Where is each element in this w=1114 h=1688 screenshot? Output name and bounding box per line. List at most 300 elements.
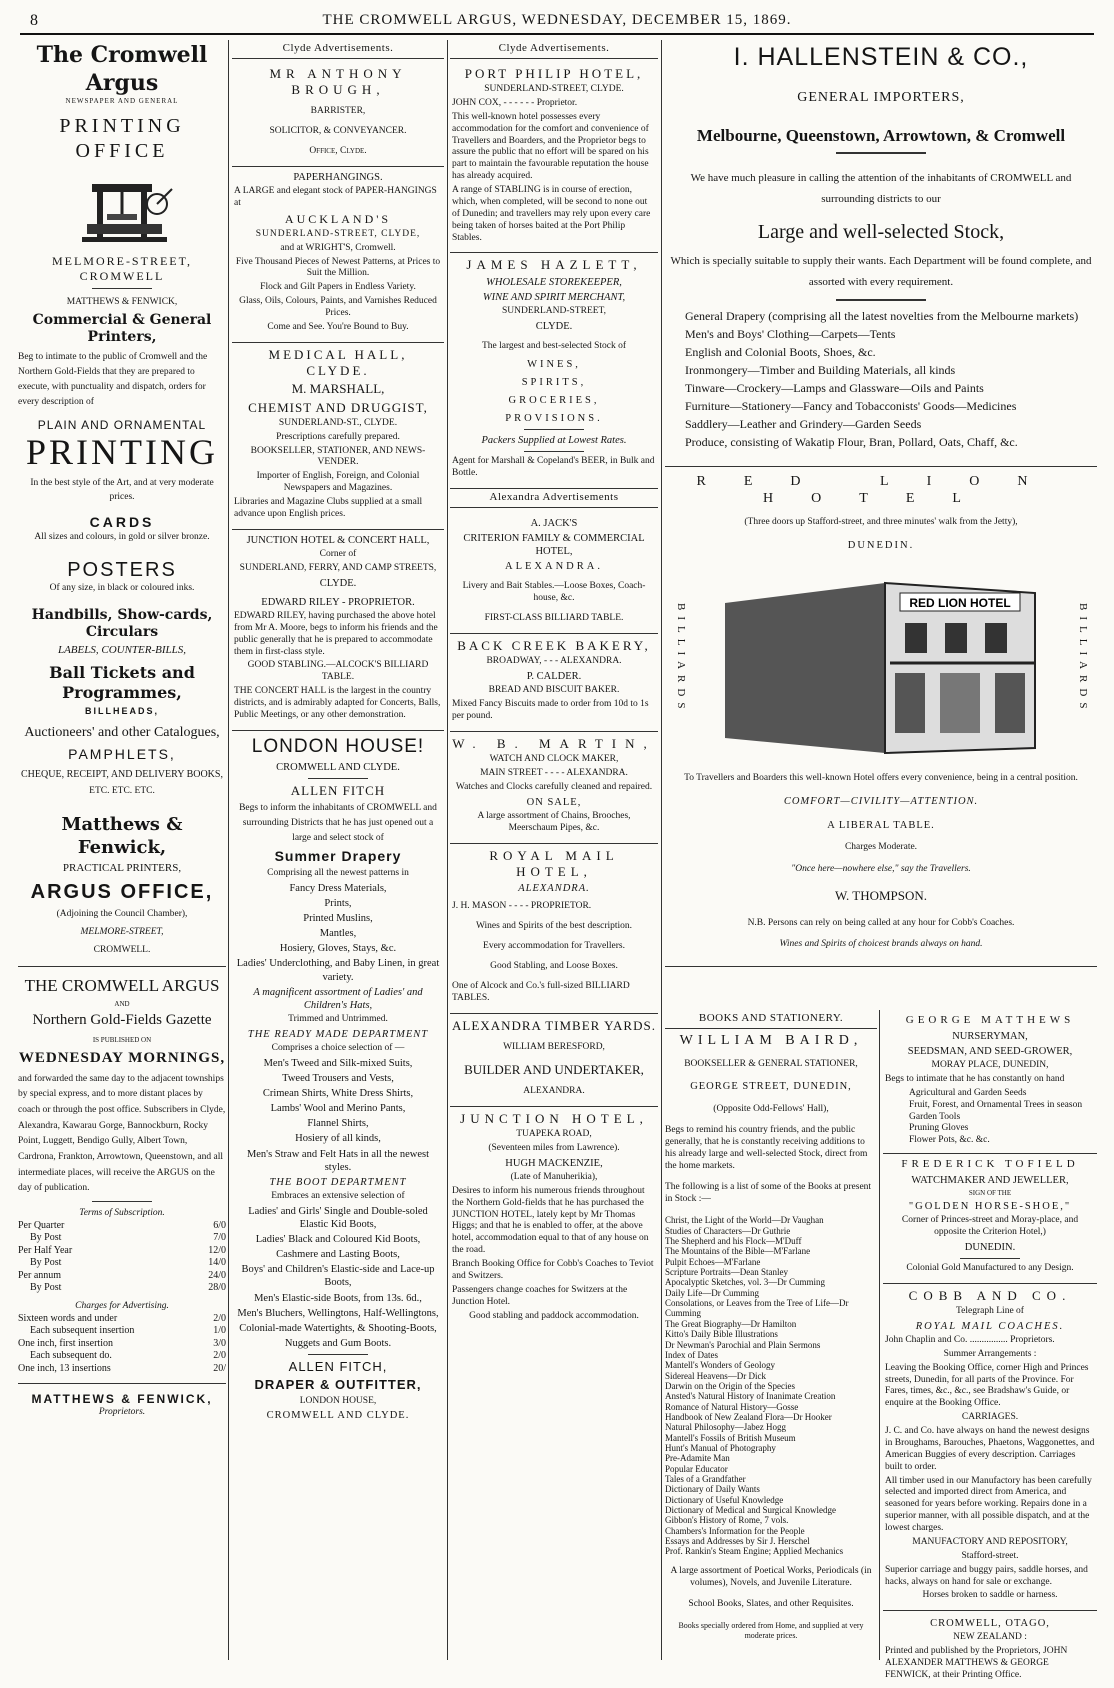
ad-heading: GEORGE MATTHEWS [905, 1014, 1075, 1026]
list-item: Flower Pots, &c. &c. [909, 1135, 990, 1146]
ad-line: Charges Moderate. [844, 842, 918, 853]
ad-line: Telegraph Line of [956, 1305, 1024, 1316]
list-item: Fruit, Forest, and Ornamental Trees in season [909, 1099, 1083, 1110]
ad-line: M. MARSHALL, [291, 381, 385, 397]
table-row: Per Half Year 12/0 [18, 1244, 226, 1256]
ad-line: Leaving the Booking Office, corner High and Princes streets, Dunedin, for all parts of the Province. For Fares, times, &c., &c., see Bradshaw's Guide, or enquire at the Booking Office. [885, 1362, 1089, 1409]
ad-subheading: THE BOOT DEPARTMENT [269, 1176, 407, 1188]
ad-line: Melbourne, Queenstown, Arrowtown, & Cromwell [696, 125, 1066, 145]
section-header: BOOKS AND STATIONERY. [665, 1010, 877, 1029]
ad-line: CLYDE. [535, 320, 573, 332]
practical-printers: PRACTICAL PRINTERS, [62, 862, 182, 875]
table-row: Each subsequent insertion 1/0 [30, 1325, 226, 1337]
paper-tag: NEWSPAPER AND GENERAL [65, 97, 179, 105]
ad-line: WILLIAM BERESFORD, [503, 1041, 605, 1052]
ad-line: Books specially ordered from Home, and supplied at very moderate prices. [678, 1620, 864, 1640]
lower-ads [665, 1010, 1097, 1680]
ad-line: Branch Booking Office for Cobb's Coaches to Teviot and Switzers. [452, 1259, 654, 1281]
list-item: Men's Elastic-side Boots, from 13s. 6d., [254, 1292, 422, 1304]
ad-line: SUNDERLAND-STREET, [501, 305, 607, 316]
ad-line: CROMWELL AND CLYDE. [276, 761, 400, 773]
table-row: Sixteen words and under 2/0 [18, 1312, 226, 1324]
posters-heading: POSTERS [67, 558, 177, 581]
list-item: GROCERIES, [508, 395, 600, 406]
list-item: The Great Biography—Dr Hamilton [665, 1318, 797, 1329]
list-item: Lambs' Wool and Merino Pants, [270, 1103, 406, 1115]
ad-line: (Three doors up Stafford-street, and three minutes' walk from the Jetty), [744, 517, 1018, 528]
list-item: Mantell's Wonders of Geology [665, 1360, 775, 1371]
ad-line: To Travellers and Boarders this well-known Hotel offers every convenience, being in a central position. [684, 772, 1078, 783]
section-header: Clyde Advertisements. [232, 40, 444, 59]
list-item: Chambers's Information for the People [665, 1525, 805, 1536]
ad-line: Trimmed and Untrimmed. [288, 1013, 388, 1024]
masthead-rule [20, 33, 1094, 35]
ad-line: Watches and Clocks carefully cleaned and repaired. [455, 781, 653, 792]
ad-line: LONDON HOUSE, [299, 1395, 377, 1406]
billiards-label: BILLIARDS [1077, 603, 1089, 715]
ad-line: Glass, Oils, Colours, Paints, and Varnishes Reduced Prices. [239, 296, 437, 318]
ad-line: This well-known hotel possesses every accommodation for the comfort and convenience of Travellers and Boarders, and the Proprietor begs to assure the public that no effort will be spared on his part to maintain the favourable reputation the house has already acquired. [452, 111, 649, 182]
list-item: Ladies' Black and Coloured Kid Boots, [255, 1234, 421, 1246]
ad-line: GOOD STABLING.—ALCOCK'S BILLIARD TABLE. [247, 660, 429, 683]
ad-heading: WILLIAM BAIRD, [679, 1032, 863, 1048]
ball-tickets: Ball Tickets and Programmes, [49, 663, 195, 703]
ad-line: TUAPEKA ROAD, [516, 1129, 592, 1139]
footer-sub: Proprietors. [98, 1407, 146, 1418]
list-item: Ansted's Natural History of Inanimate Creation [665, 1391, 836, 1402]
list-item: Handbook of New Zealand Flora—Dr Hooker [665, 1411, 832, 1422]
ad-line: Passengers change coaches for Switzers at the Junction Hotel. [452, 1284, 628, 1307]
ad-wb-martin [450, 732, 658, 844]
ad-line: Embraces an extensive selection of [271, 1190, 405, 1201]
ad-line: A. JACK'S [530, 517, 578, 529]
table-row: By Post 7/0 [30, 1232, 226, 1244]
list-item: Daily Life—Dr Cumming [665, 1287, 759, 1298]
ad-line: Begs to remind his country friends, and the public generally, that he is constantly receiving additions to his already large and well-selected Stock, direct from the home markets. [665, 1125, 868, 1171]
terms-title: Terms of Subscription. [79, 1208, 165, 1219]
ad-line: One of Alcock and Co.'s full-sized BILLIARD TABLES. [452, 980, 630, 1003]
ad-line: Desires to inform his numerous friends throughout the Northern Gold-fields that he has purchased the JUNCTION HOTEL, lately kept by Mr Thomas Higgs; and that he is enabled to offer, at the above hotel, accommodation equal to that of any house on the road. [452, 1185, 649, 1256]
ad-line: Summer Drapery [274, 848, 402, 865]
ad-line: Wines and Spirits of choicest brands always on hand. [779, 939, 983, 950]
cheque-books: CHEQUE, RECEIPT, AND DELIVERY BOOKS, [21, 768, 223, 780]
ad-line: BARRISTER, [310, 106, 366, 117]
list-item: Ladies' Underclothing, and Baby Linen, in great variety. [236, 958, 440, 983]
ad-heading: JAMES HAZLETT, [466, 257, 642, 273]
ad-line: All timber used in our Manufactory has been carefully selected and imported direct from America, and seasoned for years before working. Repairs done in a superior manner, with all possible dispatch, and at the lowest charges. [885, 1475, 1092, 1533]
ad-line: AUCKLAND'S [284, 211, 392, 226]
ad-line: EDWARD RILEY, having purchased the above hotel from Mr A. Moore, begs to inform his friends and the public generally that he is prepared to accommodate them in first-class style. [234, 610, 438, 657]
goods-list [665, 309, 1097, 450]
ad-line: Prescriptions carefully prepared. [276, 431, 400, 442]
ad-line: Begs to inform the inhabitants of CROMWELL and surrounding Districts that he has just opened out a large and select stock of [239, 802, 437, 844]
ad-line: (Opposite Odd-Fellows' Hall), [713, 1103, 829, 1114]
ad-heading: I. HALLENSTEIN & CO., [733, 43, 1029, 71]
ad-heading: CRITERION FAMILY & COMMERCIAL HOTEL, [463, 533, 645, 558]
ad-line: Packers Supplied at Lowest Rates. [481, 435, 627, 447]
list-item: Scripture Portraits—Dean Stanley [665, 1267, 788, 1278]
ad-heading: FREDERICK TOFIELD [901, 1158, 1079, 1171]
ad-line: (Seventeen miles from Lawrence). [488, 1142, 620, 1153]
ad-heading: ALEXANDRA TIMBER YARDS. [452, 1017, 656, 1033]
list-item: Hunt's Manual of Photography [665, 1442, 776, 1453]
ad-line: Comprising all the newest patterns in [267, 867, 409, 878]
firm-name: MATTHEWS & FENWICK, [66, 296, 178, 307]
labels: LABELS, COUNTER-BILLS, [57, 643, 187, 656]
table-row: Per Quarter 6/0 [18, 1219, 226, 1231]
table-row: One inch, first insertion 3/0 [18, 1337, 226, 1349]
ad-line: A large assortment of Poetical Works, Periodicals (in volumes), Novels, and Juvenile Literature. [670, 1566, 872, 1589]
ad-line: Superior carriage and buggy pairs, saddle horses, and hacks, always on hand for sale or exchange. [885, 1564, 1088, 1587]
ad-line: SUNDERLAND-STREET, CLYDE. [484, 84, 624, 94]
list-item: Popular Educator [665, 1463, 728, 1474]
list-item: Dictionary of Useful Knowledge [665, 1494, 784, 1505]
ad-line: Stafford-street. [961, 1550, 1019, 1561]
list-item: Pre-Adamite Man [665, 1453, 730, 1464]
ad-line: ON SALE, [526, 796, 582, 808]
ad-port-philip-hotel [450, 62, 658, 254]
posters-line: Of any size, in black or coloured inks. [49, 582, 195, 593]
ad-heading: BACK CREEK BAKERY, [457, 638, 651, 653]
ad-heading: RED LION HOTEL [696, 473, 1066, 507]
ad-heading: W. B. MARTIN, [452, 735, 656, 751]
ad-george-matthews [883, 1010, 1097, 1154]
ad-line: CROMWELL AND CLYDE. [266, 1410, 410, 1422]
imprint-body: Printed and published by the Proprietors, JOHN ALEXANDER MATTHEWS & GEORGE FENWICK, at their Printing Office. [885, 1646, 1068, 1680]
list-item: Darwin on the Origin of the Species [665, 1380, 795, 1391]
ad-line: COMFORT—CIVILITY—ATTENTION. [783, 795, 979, 807]
argus-office: ARGUS OFFICE, [30, 880, 214, 903]
cromwell: CROMWELL. [93, 944, 151, 955]
ad-line: Agent for Marshall & Copeland's BEER, in Bulk and Bottle. [452, 456, 655, 479]
list-item: Kitto's Daily Bible Illustrations [665, 1329, 778, 1340]
ad-james-hazlett [450, 253, 658, 489]
ad-london-house [232, 731, 444, 1431]
printing-office-title: PRINTING OFFICE [59, 114, 185, 162]
list-item: Ironmongery—Timber and Building Materials, all kinds [685, 362, 956, 377]
imprint-nz: NEW ZEALAND : [953, 1632, 1027, 1643]
table-row: One inch, 13 insertions 20/ [18, 1362, 226, 1374]
ad-line: Corner of [319, 548, 357, 559]
handbills: Handbills, Show-cards, Circulars [31, 606, 213, 641]
paper-name: The Cromwell Argus [36, 42, 208, 96]
ad-medical-hall [232, 343, 444, 530]
list-item: Agricultural and Garden Seeds [909, 1087, 1027, 1098]
ad-line: A magnificent assortment of Ladies' and Children's Hats, [253, 986, 423, 1011]
list-item: Fancy Dress Materials, [289, 882, 387, 894]
table-row: Each subsequent do. 2/0 [30, 1350, 226, 1362]
billiards-label: BILLIARDS [674, 603, 687, 715]
ad-tuapeka-junction-hotel [450, 1107, 658, 1331]
charges-title: Charges for Advertising. [75, 1300, 169, 1311]
ad-heading: MEDICAL HALL, CLYDE. [268, 346, 408, 378]
ad-line: A range of STABLING is in course of erection, which, when completed, will be second to none out of Dunedin; and travellers may rely upon every care being taken of horses baited at the Port Philip Stables. [452, 185, 651, 243]
list-item: Ladies' and Girls' Single and Double-soled Elastic Kid Boots, [248, 1205, 428, 1230]
ad-line: ALEXANDRA. [518, 883, 590, 895]
table-row: Per annum 24/0 [18, 1269, 226, 1281]
list-item: Nuggets and Gum Boots. [284, 1337, 392, 1349]
ad-line: Five Thousand Pieces of Newest Patterns, at Prices to Suit the Million. [235, 256, 441, 279]
ad-line: THE CONCERT HALL is the largest in the country districts, and is admirably adapted for Concerts, Balls, Public Meetings, or any other demonstration. [234, 686, 441, 720]
ad-line: We have much pleasure in calling the attention of the inhabitants of CROMWELL and surrounding districts to our [690, 172, 1072, 205]
column-rule [228, 40, 229, 1660]
list-item: Crimean Shirts, White Dress Shirts, [262, 1088, 414, 1100]
list-item: Consolations, or Leaves from the Tree of Life—Dr Cumming [665, 1298, 849, 1319]
ad-line: Corner of Princes-street and Moray-place, and opposite the Criterion Hotel,) [901, 1214, 1079, 1237]
ad-heading: LONDON HOUSE! [251, 735, 425, 757]
list-item: Dictionary of Medical and Surgical Knowledge [665, 1505, 837, 1515]
section-header: Alexandra Advertisements [450, 489, 658, 508]
list-item: The Shepherd and his Flock—M'Duff [665, 1236, 802, 1247]
table-row: By Post 28/0 [30, 1282, 226, 1294]
ad-line: N.B. Persons can rely on being called at any hour for Cobb's Coaches. [747, 917, 1015, 928]
ad-subheading: THE READY MADE DEPARTMENT [247, 1028, 429, 1040]
firm-trade: Commercial & General Printers, [32, 311, 212, 346]
ad-line: CARRIAGES. [961, 1412, 1019, 1423]
firm-name-2: Matthews & Fenwick, [61, 814, 183, 858]
ad-line: Good Stabling, and Loose Boxes. [490, 960, 618, 971]
page-number: 8 [30, 12, 38, 29]
ad-line: BREAD AND BISCUIT BAKER. [488, 685, 620, 696]
ad-line: Libraries and Magazine Clubs supplied at a small advance upon English prices. [234, 497, 423, 519]
list-item: Sidereal Heavens—Dr Dick [665, 1370, 766, 1381]
column-clyde-ads [232, 40, 444, 1660]
ad-line: Begs to intimate that he has constantly on hand [885, 1073, 1065, 1084]
printing-heading: PRINTING [26, 432, 218, 473]
list-item: Produce, consisting of Wakatip Flour, Bran, Pollard, Oats, Chaff, &c. [685, 434, 1018, 449]
list-item: General Drapery (comprising all the latest novelties from the Melbourne markets) [685, 308, 1079, 323]
hotel-illustration [665, 563, 1097, 763]
ad-line: SOLICITOR, & CONVEYANCER. [269, 126, 407, 137]
ad-brough [232, 62, 444, 167]
ad-line: ALEXANDRA. [505, 561, 603, 573]
ad-line: WATCHMAKER AND JEWELLER, [911, 1174, 1069, 1186]
list-item: PROVISIONS. [505, 413, 603, 425]
column-printing-office [18, 40, 226, 1660]
ad-heading: PAPERHANGINGS. [293, 171, 383, 183]
list-item: Tinware—Crockery—Lamps and Glassware—Oils and Paints [685, 380, 984, 395]
auctioneers: Auctioneers' and other Catalogues, [24, 724, 220, 740]
ad-line: MANUFACTORY AND REPOSITORY, [912, 1536, 1068, 1547]
ad-line: HUGH MACKENZIE, [505, 1157, 603, 1169]
imprint [883, 1611, 1097, 1688]
list-item: Mantles, [319, 928, 357, 940]
ad-line: Good stabling and paddock accommodation. [469, 1310, 639, 1321]
pamphlets: PAMPHLETS, [68, 746, 176, 763]
ad-line: Horses broken to saddle or harness. [922, 1590, 1058, 1601]
right-lower-ads [883, 1010, 1097, 1688]
list-item: Tales of a Grandfather [665, 1473, 746, 1484]
hotel-building-icon [705, 563, 1055, 763]
ad-line: The largest and best-selected Stock of [481, 340, 627, 351]
ad-line: Office, Clyde. [309, 146, 367, 156]
ad-line: ALEXANDRA. [523, 1085, 585, 1096]
adjoining: (Adjoining the Council Chamber), [56, 908, 188, 919]
column-wide-ads [665, 40, 1097, 1680]
ad-line: "GOLDEN HORSE-SHOE," [908, 1200, 1072, 1212]
etc-line: ETC. ETC. ETC. [89, 786, 155, 797]
list-item: The Mountains of the Bible—M'Farlane [665, 1246, 811, 1257]
melmore-street: MELMORE-STREET, [80, 926, 164, 937]
list-item: Saddlery—Leather and Grindery—Garden Seeds [685, 416, 922, 431]
ad-line: Large and well-selected Stock, [757, 220, 1005, 243]
ad-criterion-hotel [450, 511, 658, 634]
ad-heading: PORT PHILIP HOTEL, [464, 65, 644, 81]
list-item: Pulpit Echoes—M'Farlane [665, 1256, 761, 1267]
ad-frederick-tofield [883, 1154, 1097, 1284]
ad-line: Summer Arrangements : [943, 1348, 1037, 1359]
list-item: Cashmere and Lasting Boots, [276, 1249, 400, 1261]
list-item: Studies of Characters—Dr Guthrie [665, 1225, 791, 1236]
list-item: Christ, the Light of the World—Dr Vaughan [665, 1215, 824, 1226]
ad-paperhangings [232, 167, 444, 343]
list-item: Essays and Addresses by Sir J. Herschel [665, 1536, 810, 1547]
office-street: MELMORE-STREET, CROMWELL [51, 253, 193, 283]
list-item: Dr Newman's Parochial and Plain Sermons [665, 1339, 821, 1350]
billheads: BILLHEADS, [85, 706, 159, 717]
column-rule [661, 40, 662, 1660]
ad-line: (Late of Manuherikia), [510, 1171, 598, 1182]
list-item: WINES, [527, 358, 581, 370]
list-item: Mantell's Fossils of British Museum [665, 1432, 796, 1443]
list-item: Boys' and Children's Elastic-side and Lace-up Boots, [241, 1264, 435, 1289]
list-item: Prints, [324, 897, 352, 909]
list-item: Garden Tools [909, 1111, 961, 1122]
ad-line: GENERAL IMPORTERS, [797, 90, 965, 106]
ad-line: CLYDE. [319, 577, 357, 589]
ad-heading: MR ANTHONY BROUGH, [269, 65, 407, 97]
ad-line: GEORGE STREET, DUNEDIN, [690, 1081, 852, 1093]
ad-line: Comprises a choice selection of — [271, 1042, 405, 1053]
ad-line: SIGN OF THE [968, 1189, 1012, 1197]
ad-heading: ROYAL MAIL HOTEL, [489, 847, 619, 879]
ad-line: P. CALDER. [526, 671, 582, 683]
forwarded-text: and forwarded the same day to the adjacent townships by special express, and to more distant places by coach or through the post office. Subscribers in Clyde, Alexandra, Kawarau Gorge, Bannockburn, Rocky Point, Luggett, Bendigo Gully, Albert Town, Cardrona, Frankton, Arrowtown, Queenstown, and all intermediate places, will receive the ARGUS on the day of publication. [18, 1073, 226, 1194]
ad-line: Colonial Gold Manufactured to any Design. [906, 1262, 1074, 1273]
masthead [0, 0, 1114, 34]
ad-line: A LIBERAL TABLE. [827, 819, 935, 831]
ad-line: SUNDERLAND, FERRY, AND CAMP STREETS, [239, 562, 437, 573]
list-item: Tweed Trousers and Vests, [282, 1072, 394, 1084]
ad-line: Livery and Bait Stables.—Loose Boxes, Coach-house, &c. [462, 581, 646, 604]
ad-line: Come and See. You're Bound to Buy. [267, 321, 409, 332]
ad-line: MORAY PLACE, DUNEDIN, [931, 1060, 1049, 1070]
ad-line: Which is specially suitable to supply their wants. Each Department will be found complete, and assorted with every requirement. [670, 254, 1092, 288]
wednesday-mornings: WEDNESDAY MORNINGS, [18, 1049, 226, 1066]
divider [92, 1201, 152, 1202]
ad-line: EDWARD RILEY - PROPRIETOR. [261, 596, 415, 608]
plain-ornamental: PLAIN AND ORNAMENTAL [37, 418, 207, 433]
published-on: IS PUBLISHED ON [92, 1036, 152, 1045]
ad-line: BOOKSELLER, STATIONER, AND NEWS-VENDER. [250, 445, 426, 468]
ad-line: ALLEN FITCH, [288, 1359, 388, 1375]
ad-line: Flock and Gilt Papers in Endless Variety. [260, 282, 416, 293]
terms-table [18, 1220, 226, 1295]
ad-line: ALLEN FITCH [290, 782, 386, 798]
list-item: Gibbon's History of Rome, 7 vols. [665, 1515, 789, 1526]
ad-line: J. H. MASON - - - - PROPRIETOR. [452, 901, 592, 912]
ad-line: The following is a list of some of the Books at present in Stock :— [665, 1182, 872, 1204]
list-item: Prof. Rankin's Steam Engine; Applied Mechanics [665, 1546, 844, 1557]
ad-line: and at WRIGHT'S, Cromwell. [280, 242, 396, 253]
ad-hallenstein [665, 42, 1097, 467]
ad-line: "Once here—nowhere else," say the Travellers. [791, 863, 971, 874]
ad-line: NURSERYMAN, [952, 1030, 1028, 1042]
ad-cobb-and-co [883, 1284, 1097, 1612]
ad-line: BOOKSELLER & GENERAL STATIONER, [684, 1058, 858, 1069]
ad-line: SUNDERLAND-STREET, CLYDE, [255, 228, 421, 239]
gazette-subtitle: Northern Gold-Fields Gazette [32, 1012, 212, 1029]
book-list [665, 1215, 877, 1556]
cards-heading: CARDS [89, 514, 155, 531]
ad-line: Mixed Fancy Biscuits made to order from 10d to 1s per pound. [452, 699, 649, 721]
column-rule [447, 40, 448, 1660]
ad-line: ROYAL MAIL COACHES. [915, 1320, 1065, 1332]
running-head: THE CROMWELL ARGUS, WEDNESDAY, DECEMBER 15, 1869. [322, 12, 792, 28]
printing-press-icon [62, 164, 182, 254]
ad-line: MAIN STREET - - - - ALEXANDRA. [480, 768, 628, 778]
charges-table [18, 1313, 226, 1376]
list-item: Men's Bluchers, Wellingtons, Half-Wellingtons, [237, 1307, 439, 1319]
list-item: Men's and Boys' Clothing—Carpets—Tents [685, 326, 896, 341]
ad-line: WHOLESALE STOREKEEPER, [486, 276, 622, 288]
list-item: Hosiery, Gloves, Stays, &c. [279, 943, 397, 955]
ad-back-creek-bakery [450, 634, 658, 732]
table-row: By Post 14/0 [30, 1257, 226, 1269]
ad-line: BUILDER AND UNDERTAKER, [464, 1061, 644, 1077]
gazette-and: AND [114, 999, 130, 1008]
ad-heading: JUNCTION HOTEL, [460, 1110, 648, 1126]
list-item: Romance of Natural History—Gosse [665, 1401, 799, 1412]
ad-line: Wines and Spirits of the best description. [475, 921, 633, 932]
list-item: English and Colonial Boots, Shoes, &c. [685, 344, 876, 359]
ad-line: W. THOMPSON. [834, 888, 928, 904]
ad-line: J. C. and Co. have always on hand the newest designs in Broughams, Barouches, Phaetons, Waggonettes, and American Buggies of every description. Carriages built to order. [885, 1426, 1095, 1472]
list-item: Flannel Shirts, [307, 1118, 369, 1130]
ad-line: DUNEDIN. [847, 540, 915, 552]
list-item: Men's Straw and Felt Hats in all the newest styles. [246, 1148, 430, 1173]
divider [92, 288, 152, 289]
list-item: Natural Philosophy—Jabez Hogg [665, 1422, 786, 1433]
ad-line: Importer of English, Foreign, and Colonial Newspapers and Magazines. [256, 471, 420, 494]
gazette-title: THE CROMWELL ARGUS [24, 976, 220, 996]
list-item: Dictionary of Daily Wants [665, 1484, 760, 1495]
list-item: SPIRITS, [521, 376, 587, 388]
column-clyde-alexandra-ads [450, 40, 658, 1660]
ad-line: SUNDERLAND-ST., CLYDE. [278, 417, 398, 428]
ad-royal-mail-hotel [450, 844, 658, 1014]
footer-firm: MATTHEWS & FENWICK, [31, 1392, 213, 1407]
list-item: Colonial-made Watertights, & Shooting-Boots, [239, 1322, 437, 1334]
imprint-place: CROMWELL, OTAGO, [930, 1618, 1050, 1630]
ad-line: DUNEDIN. [964, 1241, 1016, 1253]
ad-line: A LARGE and elegant stock of PAPER-HANGINGS at [234, 186, 437, 208]
ad-line: CHEMIST AND DRUGGIST, [248, 399, 428, 415]
ad-line: DRAPER & OUTFITTER, [254, 1377, 422, 1393]
cards-line: All sizes and colours, in gold or silver bronze. [34, 531, 210, 542]
hotel-sign: RED LION HOTEL [909, 596, 1011, 611]
intro-text: Beg to intimate to the public of Cromwell and the Northern Gold-Fields that they are prepared to execute, with punctuality and dispatch, orders for every description of [18, 351, 208, 408]
ad-line: Every accommodation for Travellers. [483, 941, 625, 951]
list-item: Pruning Gloves [909, 1123, 969, 1134]
list-item: Printed Muslins, [303, 913, 373, 925]
ad-line: JOHN COX, - - - - - - Proprietor. [452, 97, 578, 108]
ad-junction-hotel [232, 530, 444, 731]
ad-heading: JUNCTION HOTEL & CONCERT HALL, [246, 534, 430, 546]
ad-line: John Chaplin and Co. ................ Proprietors. [885, 1334, 1055, 1345]
section-header: Clyde Advertisements. [450, 40, 658, 59]
list-item: Apocalyptic Sketches, vol. 3—Dr Cumming [665, 1277, 825, 1288]
